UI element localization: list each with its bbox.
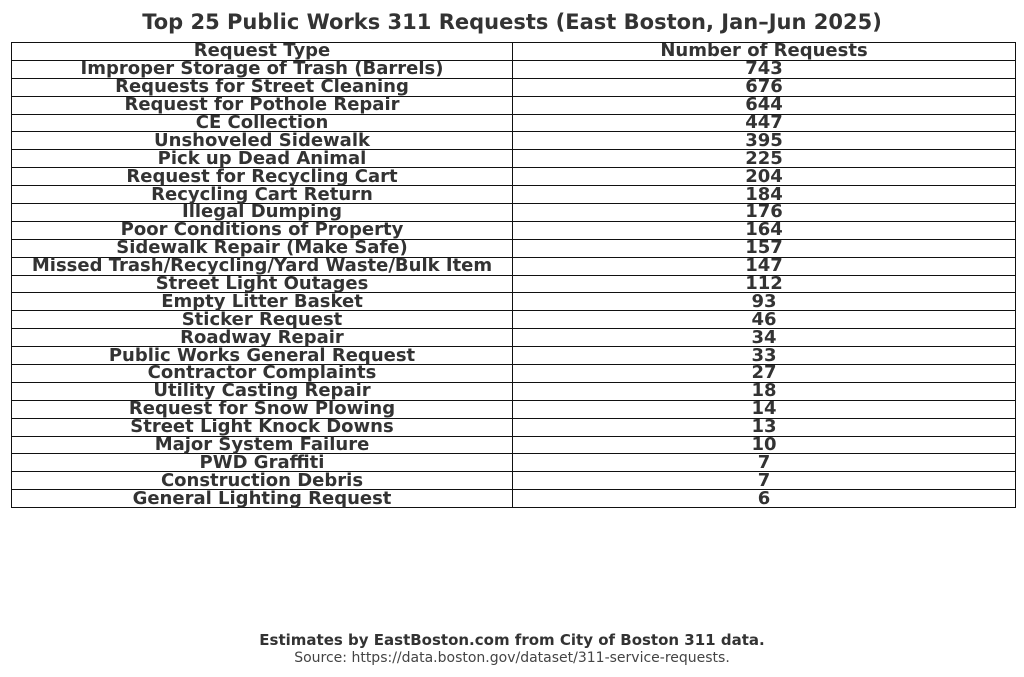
- table-row: [12, 490, 1016, 508]
- request-count-cell: 164: [513, 221, 1016, 239]
- request-count-cell: 34: [513, 329, 1016, 347]
- request-type-cell: Major System Failure: [12, 436, 513, 454]
- table-row: [12, 96, 1016, 114]
- request-count-cell: 447: [513, 114, 1016, 132]
- request-type-cell: Contractor Complaints: [12, 365, 513, 383]
- request-type-cell: Pick up Dead Animal: [12, 150, 513, 168]
- chart-title: Top 25 Public Works 311 Requests (East Boston, Jan–Jun 2025): [142, 10, 882, 34]
- request-type-cell: Construction Debris: [12, 472, 513, 490]
- request-type-cell: Request for Recycling Cart: [12, 168, 513, 186]
- request-count-cell: 7: [513, 472, 1016, 490]
- table-row: [12, 168, 1016, 186]
- request-count-cell: 395: [513, 132, 1016, 150]
- request-count-cell: 13: [513, 418, 1016, 436]
- request-count-cell: 676: [513, 78, 1016, 96]
- header-request-type: Request Type: [12, 43, 513, 61]
- table-body: [12, 60, 1016, 507]
- footer-source: Source: https://data.boston.gov/dataset/311-service-requests.: [294, 650, 730, 666]
- table-row: [12, 186, 1016, 204]
- request-type-cell: Utility Casting Repair: [12, 382, 513, 400]
- request-type-cell: Unshoveled Sidewalk: [12, 132, 513, 150]
- request-count-cell: 157: [513, 239, 1016, 257]
- request-type-cell: Missed Trash/Recycling/Yard Waste/Bulk Item: [12, 257, 513, 275]
- request-type-cell: Requests for Street Cleaning: [12, 78, 513, 96]
- table-row: [12, 436, 1016, 454]
- request-type-cell: Sidewalk Repair (Make Safe): [12, 239, 513, 257]
- request-count-cell: 6: [513, 490, 1016, 508]
- requests-table: [11, 42, 1016, 508]
- request-type-cell: Street Light Outages: [12, 275, 513, 293]
- request-count-cell: 93: [513, 293, 1016, 311]
- request-count-cell: 743: [513, 60, 1016, 78]
- request-count-cell: 33: [513, 347, 1016, 365]
- request-count-cell: 112: [513, 275, 1016, 293]
- request-type-cell: Street Light Knock Downs: [12, 418, 513, 436]
- request-count-cell: 10: [513, 436, 1016, 454]
- request-type-cell: Sticker Request: [12, 311, 513, 329]
- request-type-cell: Request for Snow Plowing: [12, 400, 513, 418]
- request-type-cell: Illegal Dumping: [12, 204, 513, 222]
- request-count-cell: 7: [513, 454, 1016, 472]
- request-type-cell: PWD Graffiti: [12, 454, 513, 472]
- request-count-cell: 147: [513, 257, 1016, 275]
- table-row: [12, 329, 1016, 347]
- request-count-cell: 644: [513, 96, 1016, 114]
- request-count-cell: 18: [513, 382, 1016, 400]
- request-type-cell: Recycling Cart Return: [12, 186, 513, 204]
- request-count-cell: 14: [513, 400, 1016, 418]
- request-type-cell: Empty Litter Basket: [12, 293, 513, 311]
- request-count-cell: 184: [513, 186, 1016, 204]
- table-row: [12, 293, 1016, 311]
- request-count-cell: 176: [513, 204, 1016, 222]
- header-number-of-requests: Number of Requests: [513, 43, 1016, 61]
- request-count-cell: 27: [513, 365, 1016, 383]
- request-count-cell: 46: [513, 311, 1016, 329]
- request-type-cell: Improper Storage of Trash (Barrels): [12, 60, 513, 78]
- request-type-cell: Public Works General Request: [12, 347, 513, 365]
- request-type-cell: Poor Conditions of Property: [12, 221, 513, 239]
- table-row: [12, 311, 1016, 329]
- request-type-cell: Roadway Repair: [12, 329, 513, 347]
- request-count-cell: 204: [513, 168, 1016, 186]
- request-type-cell: CE Collection: [12, 114, 513, 132]
- request-type-cell: Request for Pothole Repair: [12, 96, 513, 114]
- footer-note: Estimates by EastBoston.com from City of Boston 311 data.: [259, 631, 765, 649]
- request-type-cell: General Lighting Request: [12, 490, 513, 508]
- request-count-cell: 225: [513, 150, 1016, 168]
